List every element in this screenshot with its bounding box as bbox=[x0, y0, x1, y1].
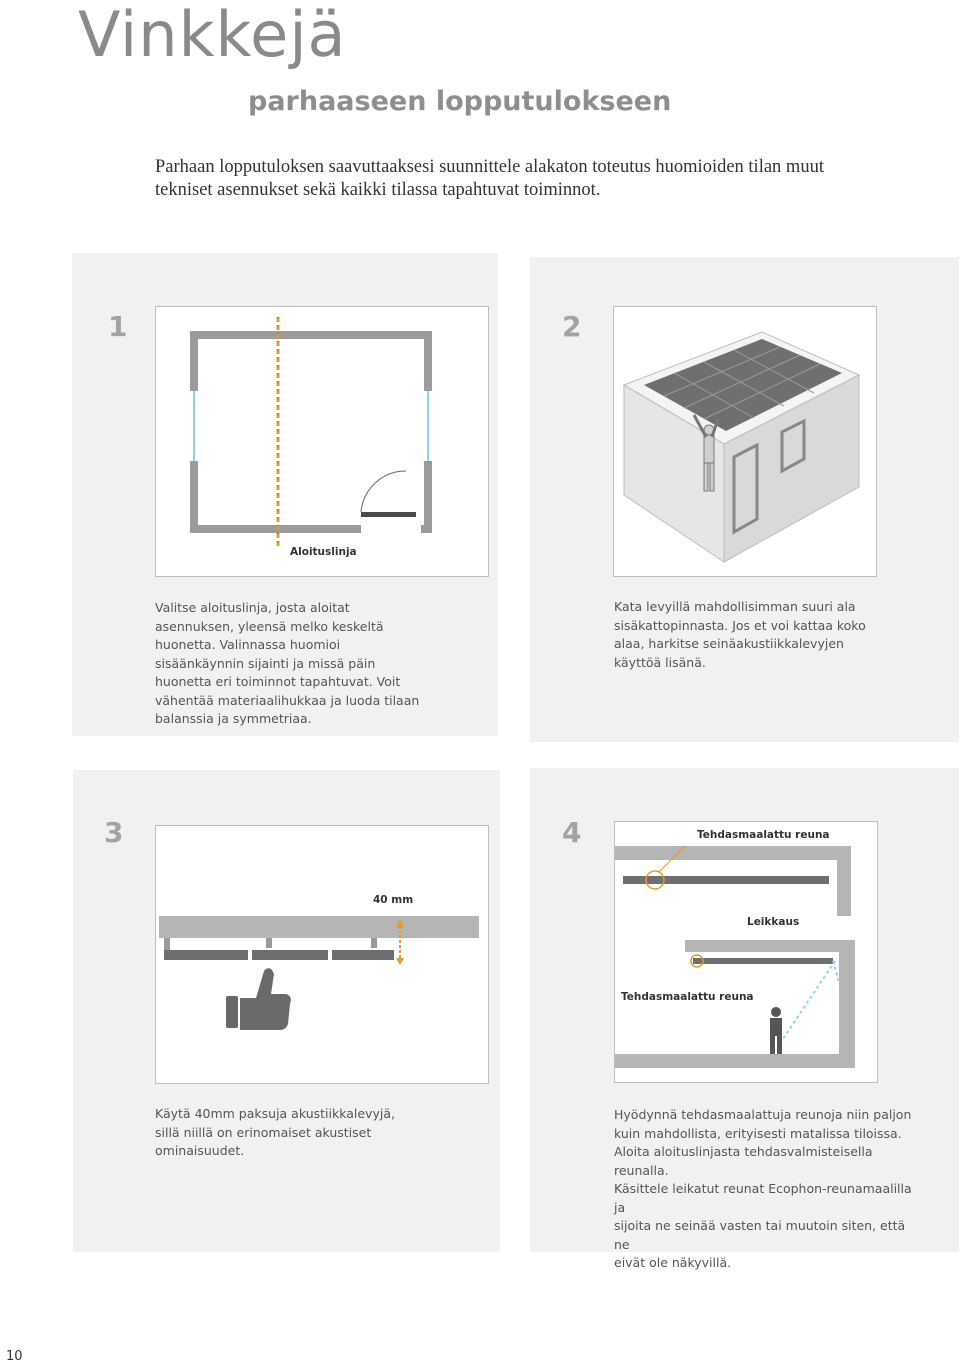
lower-floor bbox=[615, 1054, 855, 1068]
tip-panel-3 bbox=[73, 770, 500, 1252]
viewer-person bbox=[770, 1007, 782, 1054]
room-3d-drawing bbox=[614, 307, 876, 576]
ceiling-slab bbox=[159, 916, 479, 938]
page-number: 10 bbox=[6, 1349, 23, 1364]
lower-wall bbox=[839, 940, 855, 1068]
tip-text-3: Käytä 40mm paksuja akustiikkalevyjä, sillä niillä on erinomaiset akustiset ominaisuudet. bbox=[155, 1106, 395, 1158]
wall-top bbox=[190, 331, 432, 339]
tip-number-2: 2 bbox=[562, 310, 582, 343]
panel-thickness-drawing bbox=[156, 826, 488, 1083]
door-gap bbox=[361, 525, 421, 533]
floor-plan-figure bbox=[155, 306, 489, 577]
cut-edge-line bbox=[833, 961, 839, 982]
cut-label: Leikkaus bbox=[747, 916, 800, 928]
sightline bbox=[781, 961, 835, 1042]
tip-panel-1 bbox=[72, 253, 498, 736]
factory-edge-label-top: Tehdasmaalattu reuna bbox=[697, 829, 830, 841]
factory-edge-figure bbox=[614, 821, 878, 1083]
upper-wall bbox=[837, 846, 851, 916]
thumbs-up-icon bbox=[226, 968, 291, 1030]
thickness-label: 40 mm bbox=[373, 894, 414, 906]
factory-edge-drawing bbox=[615, 822, 877, 1082]
page-subtitle: parhaaseen lopputulokseen bbox=[248, 86, 672, 117]
tip-text-2: Kata levyillä mahdollisimman suuri ala sisäkattopinnasta. Jos et voi kattaa koko alaa, harkitse seinäakustiikkalevyjen käyttöä lisänä. bbox=[614, 599, 866, 670]
acoustic-panel-2 bbox=[252, 950, 328, 960]
tip-number-3: 3 bbox=[104, 816, 124, 849]
tip-number-4: 4 bbox=[562, 816, 582, 849]
upper-panels bbox=[623, 876, 829, 884]
start-line-label: Aloituslinja bbox=[290, 546, 357, 558]
room-3d-figure bbox=[613, 306, 877, 577]
panel-thickness-figure bbox=[155, 825, 489, 1084]
acoustic-panel-1 bbox=[164, 950, 248, 960]
page-title: Vinkkejä bbox=[78, 0, 347, 71]
tip-text-4-line-5: sijoita ne seinää vasten tai muutoin siten, että ne bbox=[614, 1218, 906, 1252]
tip-text-4-line-6: eivät ole näkyvillä. bbox=[614, 1255, 732, 1270]
tip-panel-2 bbox=[530, 257, 959, 742]
tip-text-4-line-2: kuin mahdollista, erityisesti matalissa tiloissa. bbox=[614, 1125, 902, 1141]
dimension-arrow-bottom bbox=[396, 958, 404, 965]
lower-panels bbox=[693, 958, 833, 964]
upper-slab bbox=[615, 846, 851, 860]
floor-plan-drawing bbox=[156, 307, 488, 576]
tip-text-4 bbox=[614, 1106, 914, 1273]
tip-text-1: Valitse aloituslinja, josta aloitat asennuksen, yleensä melko keskeltä huonetta. Valinnassa huomioi sisäänkäynnin sijainti ja missä päin huonetta eri toiminnot tapahtuvat. Voit vähentää materiaalihukkaa ja luoda tilaan balanssia ja symmetriaa. bbox=[155, 600, 420, 726]
acoustic-panel-3 bbox=[332, 950, 394, 960]
tip-text-4-line-4: Käsittele leikatut reunat Ecophon-reunamaalilla ja bbox=[614, 1181, 912, 1215]
intro-paragraph: Parhaan lopputuloksen saavuttaaksesi suunnittele alakaton toteutus huomioiden tilan muut tekniset asennukset sekä kaikki tilassa tapahtuvat toiminnot. bbox=[155, 157, 824, 200]
tip-panel-4 bbox=[530, 768, 959, 1270]
lower-slab bbox=[685, 940, 855, 952]
door-leaf bbox=[361, 512, 416, 517]
tip-number-1: 1 bbox=[108, 310, 128, 343]
tip-text-4-line-3: Aloita aloituslinjasta tehdasvalmisteisella reunalla. bbox=[614, 1144, 873, 1178]
factory-edge-label-bottom: Tehdasmaalattu reuna bbox=[621, 991, 754, 1003]
door-swing bbox=[361, 471, 406, 512]
tip-text-4-line-1: Hyödynnä tehdasmaalattuja reunoja niin paljon bbox=[614, 1107, 912, 1122]
